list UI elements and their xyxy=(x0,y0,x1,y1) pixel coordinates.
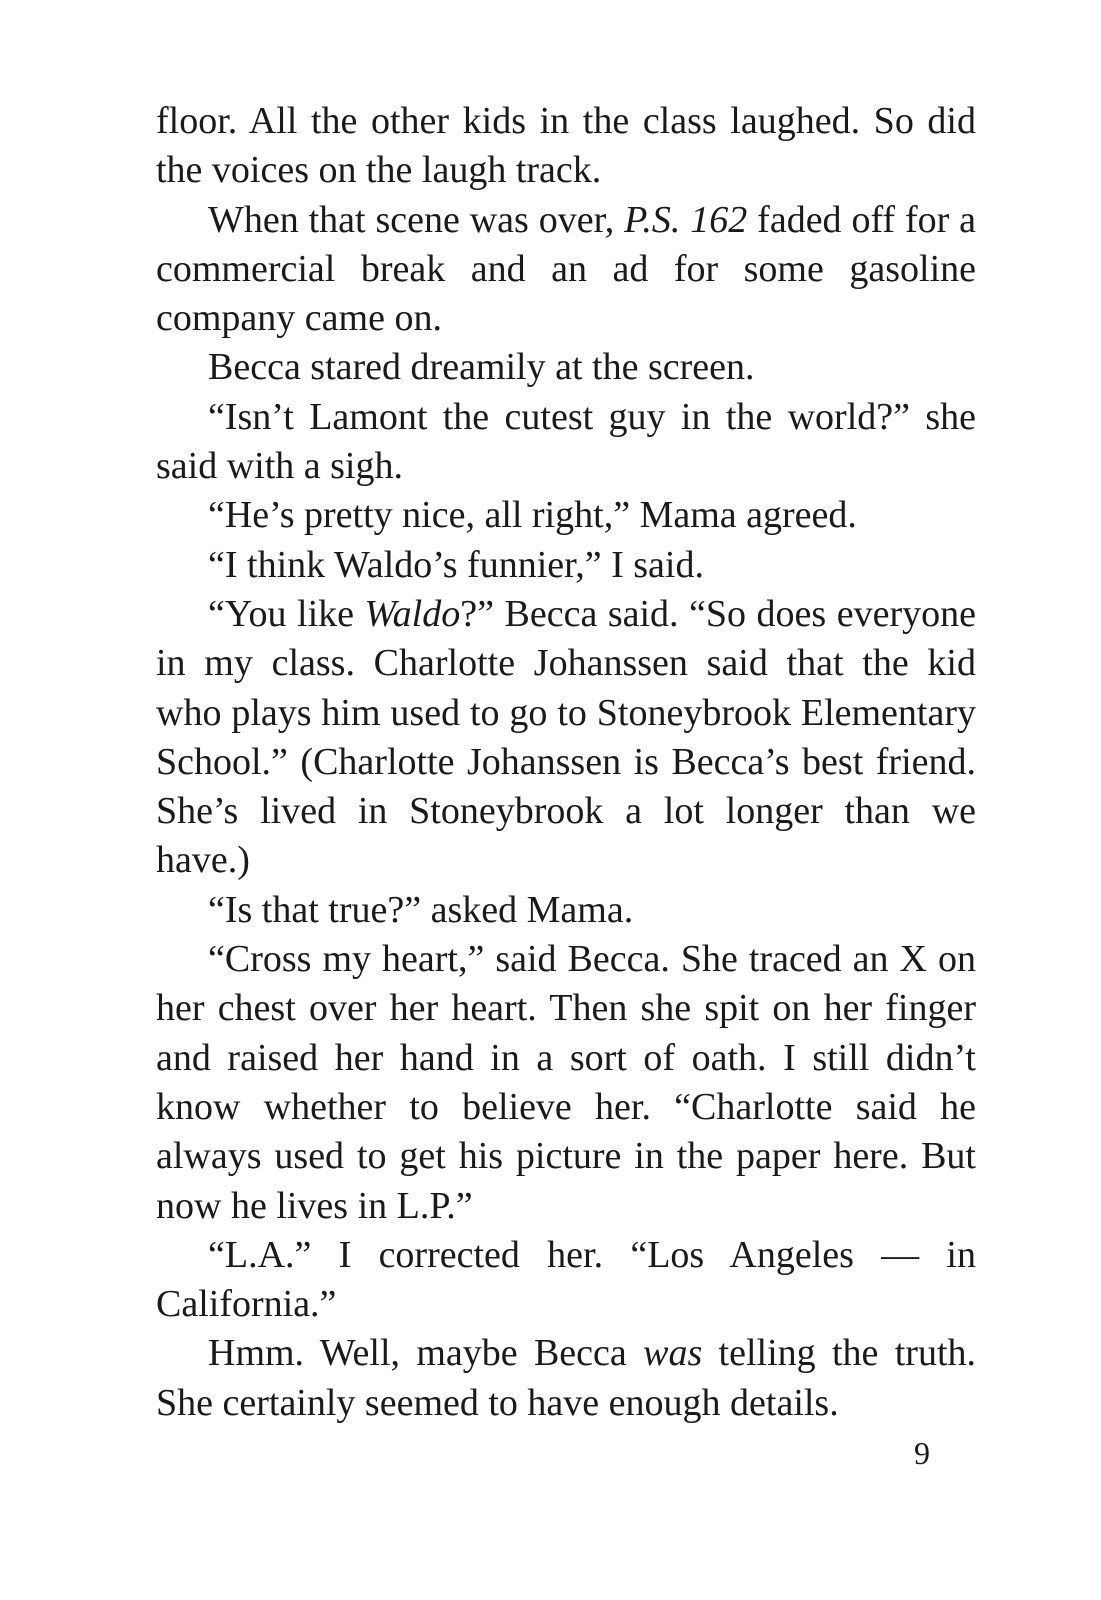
text-run: “You like xyxy=(208,592,365,635)
paragraph xyxy=(156,343,976,392)
paragraph xyxy=(156,196,976,344)
paragraph xyxy=(156,590,976,886)
page-number: 9 xyxy=(914,1435,930,1471)
text-run: ?” Becca said. “So does everyone in my class. Charlotte Johanssen said that the kid who plays him used to go to Stoneybrook Elementary School.” (Charlotte Johanssen is Becca’s best friend. She’s lived in Stoneybrook a lot longer than we have.) xyxy=(156,592,976,882)
text-run: Becca stared dreamily at the screen. xyxy=(208,346,755,389)
text-run: floor. All the other kids in the class laughed. So did the voices on the laugh track. xyxy=(156,100,976,192)
text-run: “Is that true?” asked Mama. xyxy=(208,888,634,931)
paragraph xyxy=(156,393,976,492)
text-run: “I think Waldo’s funnier,” I said. xyxy=(208,543,704,586)
text-run: telling the truth. She certainly seemed to have enough details. xyxy=(156,1332,977,1424)
text-run: faded off for a commercial break and an ad for some gasoline company came on. xyxy=(156,198,976,340)
text-run: When that scene was over, xyxy=(208,198,625,241)
paragraph xyxy=(156,886,976,935)
body-text xyxy=(156,97,976,1428)
text-run: “L.A.” I corrected her. “Los Angeles — in California.” xyxy=(156,1233,976,1326)
italic-text: was xyxy=(643,1332,703,1375)
text-run: “He’s pretty nice, all right,” Mama agreed. xyxy=(208,494,857,537)
text-run: “Cross my heart,” said Becca. She traced an X on her chest over her heart. Then she spit on her finger and raised her hand in a sort of oath. I still didn’t know whether to believe her. “Charlotte said he always used to get his picture in the paper here. But now he lives in L.P.” xyxy=(156,938,976,1227)
paragraph xyxy=(156,935,976,1231)
paragraph xyxy=(156,1329,976,1428)
paragraph xyxy=(156,491,976,540)
text-run: “Isn’t Lamont the cutest guy in the world?” she said with a sigh. xyxy=(156,395,976,488)
text-run: Hmm. Well, maybe Becca xyxy=(208,1332,644,1375)
italic-text: P.S. 162 xyxy=(624,198,748,241)
italic-text: Waldo xyxy=(364,592,461,635)
paragraph xyxy=(156,541,976,590)
paragraph xyxy=(156,97,976,196)
paragraph xyxy=(156,1231,976,1330)
